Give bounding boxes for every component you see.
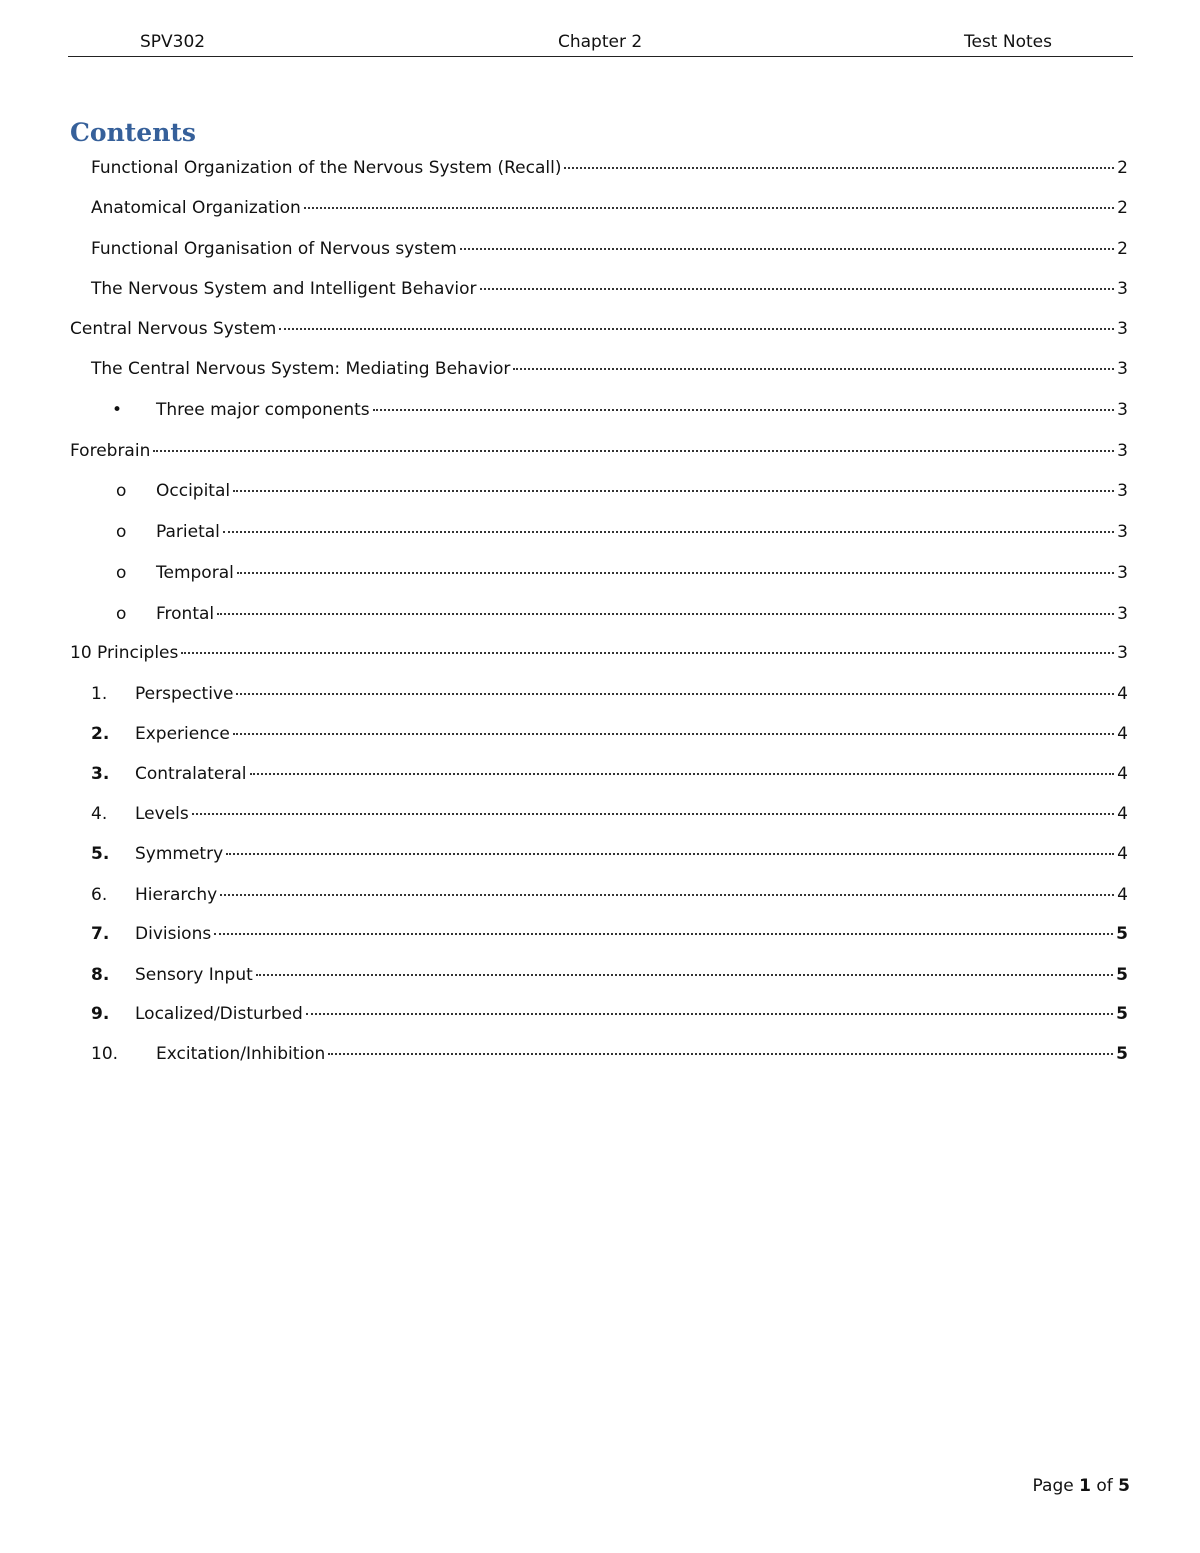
toc-entry-page: 2 bbox=[1117, 239, 1128, 259]
toc-entry[interactable] bbox=[91, 1004, 1128, 1028]
toc-entry-page: 3 bbox=[1117, 319, 1128, 339]
toc-entry[interactable] bbox=[116, 563, 1128, 587]
number-marker: 7. bbox=[91, 924, 110, 944]
toc-entry[interactable] bbox=[91, 239, 1128, 263]
toc-entry-page: 3 bbox=[1117, 359, 1128, 379]
toc-entry-label: Perspective bbox=[135, 684, 234, 704]
toc-entry-page: 2 bbox=[1117, 198, 1128, 218]
toc-entry-page: 3 bbox=[1117, 522, 1128, 542]
footer-of-word: of bbox=[1096, 1476, 1113, 1496]
toc-leader-dots bbox=[153, 450, 1114, 452]
toc-leader-dots bbox=[226, 853, 1114, 855]
header-course-code: SPV302 bbox=[140, 32, 206, 52]
toc-leader-dots bbox=[250, 773, 1115, 775]
toc-entry[interactable] bbox=[91, 724, 1128, 748]
toc-leader-dots bbox=[214, 933, 1113, 935]
toc-entry[interactable] bbox=[70, 319, 1128, 343]
toc-entry-page: 3 bbox=[1117, 563, 1128, 583]
toc-entry-page: 5 bbox=[1116, 924, 1128, 944]
circle-bullet-marker: o bbox=[116, 563, 127, 583]
toc-entry[interactable] bbox=[91, 359, 1128, 383]
toc-entry[interactable] bbox=[91, 684, 1128, 708]
toc-entry[interactable] bbox=[91, 885, 1128, 909]
toc-entry-page: 3 bbox=[1117, 400, 1128, 420]
toc-leader-dots bbox=[236, 693, 1114, 695]
toc-entry-label: Central Nervous System bbox=[70, 319, 277, 339]
toc-entry-page: 4 bbox=[1117, 684, 1128, 704]
toc-entry-label: Forebrain bbox=[70, 441, 151, 461]
toc-entry-page: 4 bbox=[1117, 764, 1128, 784]
toc-entry[interactable] bbox=[91, 1044, 1128, 1068]
circle-bullet-marker: o bbox=[116, 481, 127, 501]
toc-entry-label: 10 Principles bbox=[70, 643, 179, 663]
toc-leader-dots bbox=[306, 1013, 1113, 1015]
toc-entry-page: 2 bbox=[1117, 158, 1128, 178]
circle-bullet-marker: o bbox=[116, 522, 127, 542]
toc-entry-label: Levels bbox=[135, 804, 189, 824]
toc-entry-label: Functional Organization of the Nervous System (Recall) bbox=[91, 158, 562, 178]
number-marker: 5. bbox=[91, 844, 110, 864]
toc-entry-label: Hierarchy bbox=[135, 885, 218, 905]
toc-entry-label: The Nervous System and Intelligent Behavior bbox=[91, 279, 477, 299]
toc-entry-page: 4 bbox=[1117, 885, 1128, 905]
toc-entry[interactable] bbox=[91, 764, 1128, 788]
toc-leader-dots bbox=[223, 531, 1114, 533]
footer-page-word: Page bbox=[1032, 1476, 1074, 1496]
toc-entry[interactable] bbox=[91, 279, 1128, 303]
toc-leader-dots bbox=[513, 368, 1114, 370]
toc-leader-dots bbox=[460, 248, 1114, 250]
toc-entry-label: Anatomical Organization bbox=[91, 198, 301, 218]
toc-entry[interactable] bbox=[116, 522, 1128, 546]
toc-entry[interactable] bbox=[112, 400, 1128, 424]
toc-leader-dots bbox=[233, 490, 1114, 492]
toc-entry-page: 3 bbox=[1117, 643, 1128, 663]
toc-entry[interactable] bbox=[91, 198, 1128, 222]
toc-entry-page: 5 bbox=[1116, 1044, 1128, 1064]
toc-entry-label: Frontal bbox=[156, 604, 215, 624]
page-footer bbox=[1033, 1476, 1130, 1496]
toc-entry[interactable] bbox=[91, 804, 1128, 828]
toc-entry-label: Sensory Input bbox=[135, 965, 253, 985]
toc-entry-label: Three major components bbox=[156, 400, 370, 420]
toc-entry[interactable] bbox=[91, 844, 1128, 868]
toc-entry-label: Occipital bbox=[156, 481, 231, 501]
toc-entry[interactable] bbox=[70, 643, 1128, 667]
number-marker: 8. bbox=[91, 965, 110, 985]
toc-leader-dots bbox=[220, 894, 1114, 896]
toc-entry-label: Localized/Disturbed bbox=[135, 1004, 303, 1024]
bullet-marker: • bbox=[112, 400, 123, 420]
toc-entry-label: Parietal bbox=[156, 522, 220, 542]
circle-bullet-marker: o bbox=[116, 604, 127, 624]
toc-entry-page: 5 bbox=[1116, 965, 1128, 985]
toc-entry-label: Excitation/Inhibition bbox=[156, 1044, 326, 1064]
toc-leader-dots bbox=[237, 572, 1114, 574]
toc-leader-dots bbox=[373, 409, 1115, 411]
toc-leader-dots bbox=[192, 813, 1114, 815]
toc-leader-dots bbox=[480, 288, 1115, 290]
number-marker: 9. bbox=[91, 1004, 110, 1024]
toc-entry-label: Experience bbox=[135, 724, 230, 744]
toc-entry-page: 3 bbox=[1117, 481, 1128, 501]
toc-entry-page: 5 bbox=[1116, 1004, 1128, 1024]
footer-total-pages: 5 bbox=[1118, 1476, 1130, 1496]
toc-entry-label: Symmetry bbox=[135, 844, 224, 864]
toc-entry[interactable] bbox=[91, 158, 1128, 182]
number-marker: 10. bbox=[91, 1044, 119, 1064]
toc-entry[interactable] bbox=[70, 441, 1128, 465]
toc-leader-dots bbox=[256, 974, 1113, 976]
toc-entry-page: 4 bbox=[1117, 844, 1128, 864]
toc-entry-page: 4 bbox=[1117, 804, 1128, 824]
toc-entry[interactable] bbox=[91, 924, 1128, 948]
header-chapter: Chapter 2 bbox=[558, 32, 643, 52]
toc-entry-page: 3 bbox=[1117, 279, 1128, 299]
number-marker: 6. bbox=[91, 885, 108, 905]
toc-entry[interactable] bbox=[116, 604, 1128, 628]
toc-entry-label: Functional Organisation of Nervous system bbox=[91, 239, 457, 259]
toc-entry-label: Divisions bbox=[135, 924, 212, 944]
number-marker: 4. bbox=[91, 804, 108, 824]
number-marker: 1. bbox=[91, 684, 108, 704]
toc-entry[interactable] bbox=[91, 965, 1128, 989]
toc-entry-label: Temporal bbox=[156, 563, 234, 583]
toc-entry-page: 4 bbox=[1117, 724, 1128, 744]
page-header bbox=[68, 30, 1133, 57]
toc-leader-dots bbox=[304, 207, 1114, 209]
toc-leader-dots bbox=[181, 652, 1114, 654]
toc-title: Contents bbox=[70, 118, 197, 147]
toc-leader-dots bbox=[328, 1053, 1113, 1055]
toc-entry-label: The Central Nervous System: Mediating Behavior bbox=[91, 359, 511, 379]
number-marker: 2. bbox=[91, 724, 110, 744]
toc-entry[interactable] bbox=[116, 481, 1128, 505]
toc-entry-page: 3 bbox=[1117, 604, 1128, 624]
header-doc-type: Test Notes bbox=[964, 32, 1052, 52]
toc-entry-page: 3 bbox=[1117, 441, 1128, 461]
toc-entry-label: Contralateral bbox=[135, 764, 247, 784]
toc-leader-dots bbox=[233, 733, 1114, 735]
toc-leader-dots bbox=[279, 328, 1114, 330]
footer-current-page: 1 bbox=[1079, 1476, 1091, 1496]
toc-leader-dots bbox=[217, 613, 1114, 615]
toc-leader-dots bbox=[564, 167, 1114, 169]
number-marker: 3. bbox=[91, 764, 110, 784]
